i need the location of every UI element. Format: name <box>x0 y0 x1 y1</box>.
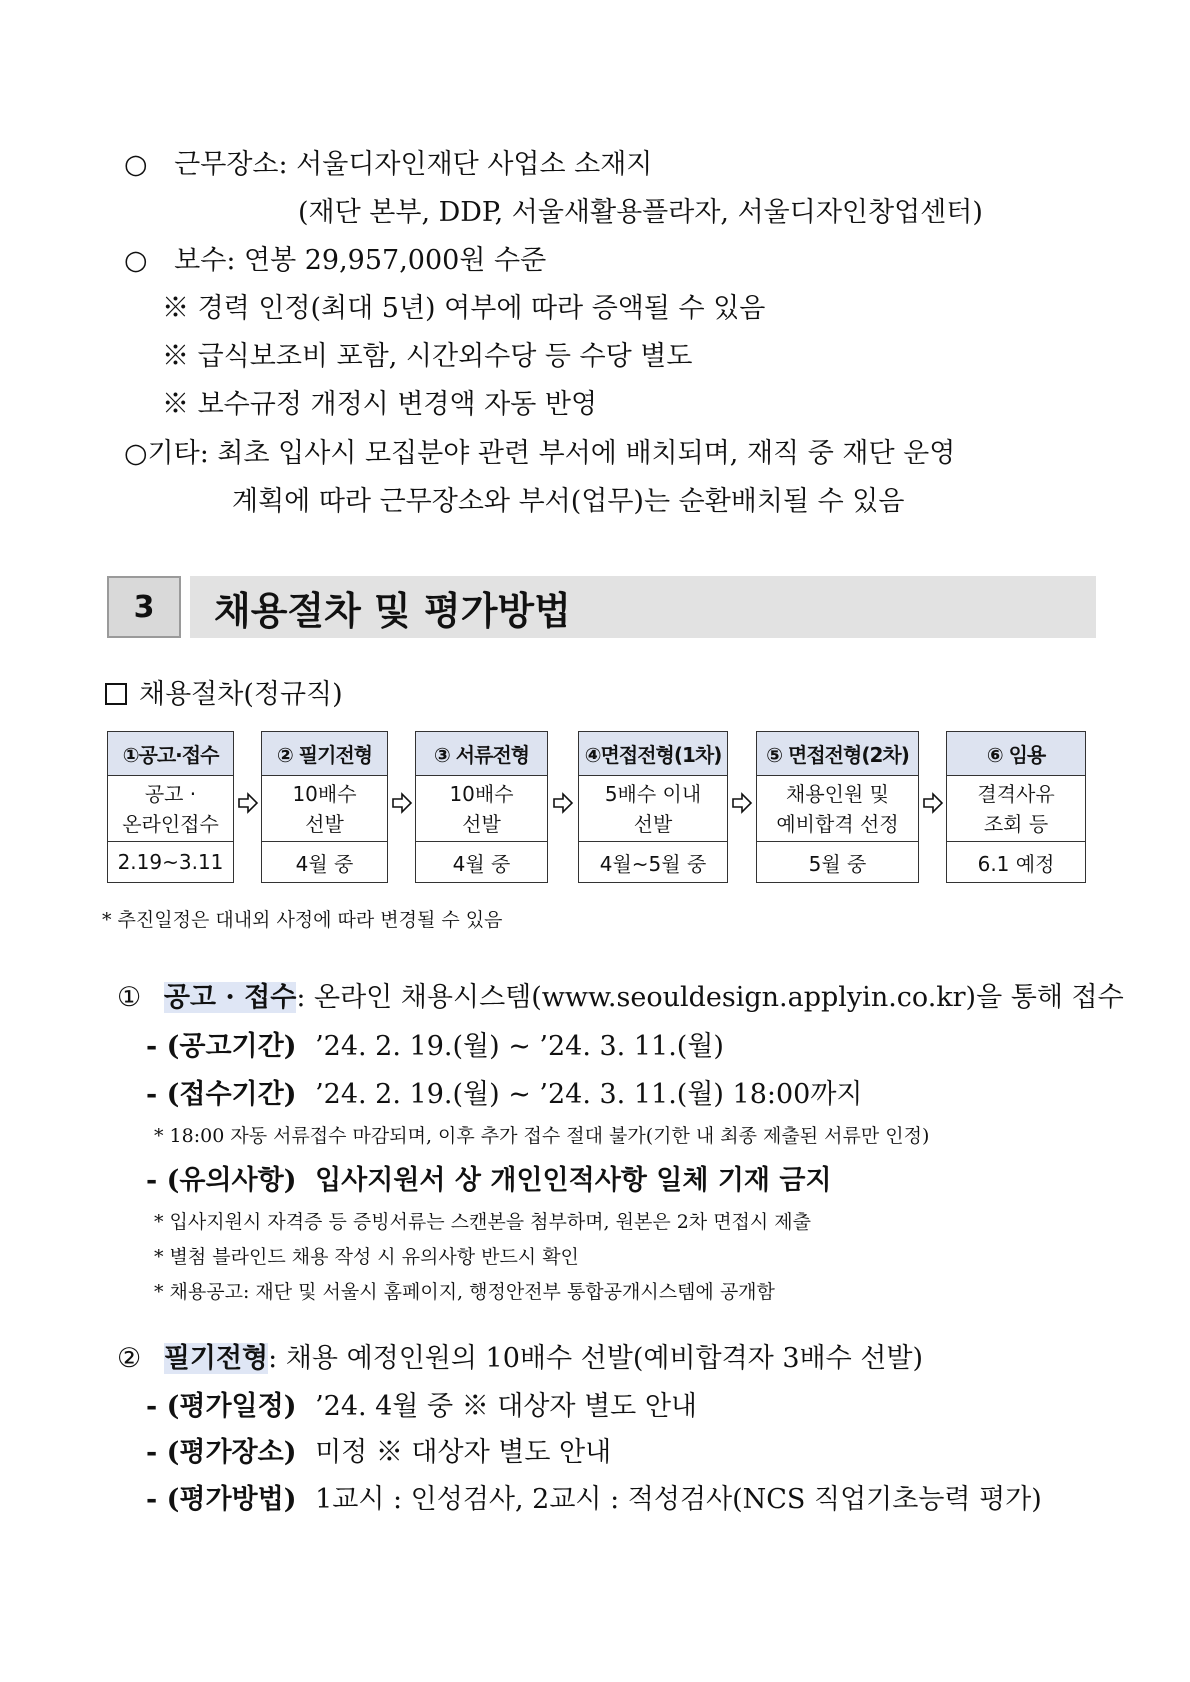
arrow-right-icon <box>391 792 413 814</box>
caution-label: - (유의사항) <box>146 1165 297 1196</box>
etc-line-2: 계획에 따라 근무장소와 부서(업무)는 순환배치될 수 있음 <box>232 486 905 517</box>
item1-heading <box>117 975 1124 1014</box>
step-header: ④면접전형(1차) <box>579 732 727 776</box>
pay-line <box>124 238 546 277</box>
etc-line-1: ○기타: 최초 입사시 모집분야 관련 부서에 배치되며, 재직 중 재단 운영 <box>124 438 956 469</box>
item1-receipt <box>146 1072 863 1111</box>
arrow-right-icon <box>731 792 753 814</box>
pay-note-career: ※ 경력 인정(최대 5년) 여부에 따라 증액될 수 있음 <box>162 293 766 324</box>
procedure-footnote: * 추진일정은 대내외 사정에 따라 변경될 수 있음 <box>102 909 503 931</box>
item2-number: ② <box>117 1343 142 1374</box>
process-step-6 <box>946 731 1086 883</box>
step-date: 4월 중 <box>295 851 354 876</box>
step-body-line2: 온라인접수 <box>122 811 219 836</box>
item1-title: 공고 · 접수 <box>163 982 297 1013</box>
work-location-text: 근무장소: 서울디자인재단 사업소 소재지 <box>174 149 653 180</box>
checkbox-icon <box>105 683 127 705</box>
pay-note-meal: ※ 급식보조비 포함, 시간외수당 등 수당 별도 <box>162 341 693 372</box>
procedure-heading-text: 채용절차(정규직) <box>139 679 343 710</box>
step-body-line2: 선발 <box>633 811 673 836</box>
step-header: ①공고·접수 <box>108 732 233 776</box>
eval-place-value: 미정 ※ 대상자 별도 안내 <box>315 1437 612 1468</box>
caution-value: 입사지원서 상 개인인적사항 일체 기재 금지 <box>315 1165 832 1196</box>
item1-number: ① <box>117 982 142 1013</box>
bullet: ○ <box>124 149 148 180</box>
item2-desc: : 채용 예정인원의 10배수 선발(예비합격자 3배수 선발) <box>268 1343 923 1374</box>
pay-note-revision: ※ 보수규정 개정시 변경액 자동 반영 <box>162 389 598 420</box>
receipt-label: - (접수기간) <box>146 1079 297 1110</box>
item2-title: 필기전형 <box>163 1343 269 1374</box>
item2-method <box>146 1477 1042 1516</box>
bullet: ○ <box>124 245 148 276</box>
eval-date-label: - (평가일정) <box>146 1391 297 1422</box>
step-date: 4월~5월 중 <box>599 851 707 876</box>
item2-date <box>146 1384 697 1423</box>
work-location-line <box>124 142 652 181</box>
step-body-line2: 조회 등 <box>983 811 1049 836</box>
caution-note-2: * 별첨 블라인드 채용 작성 시 유의사항 반드시 확인 <box>154 1246 579 1268</box>
eval-place-label: - (평가장소) <box>146 1437 297 1468</box>
receipt-value: ’24. 2. 19.(월) ~ ’24. 3. 11.(월) 18:00까지 <box>315 1079 863 1110</box>
procedure-heading <box>105 672 343 711</box>
process-step-2 <box>261 731 388 883</box>
section-number: 3 <box>107 576 181 638</box>
eval-method-label: - (평가방법) <box>146 1484 297 1515</box>
step-header: ② 필기전형 <box>262 732 387 776</box>
item2-place <box>146 1430 611 1469</box>
step-body-line2: 예비합격 선정 <box>776 811 899 836</box>
arrow-right-icon <box>922 792 944 814</box>
work-location-detail: (재단 본부, DDP, 서울새활용플라자, 서울디자인창업센터) <box>298 197 983 228</box>
arrow-right-icon <box>552 792 574 814</box>
step-date: 4월 중 <box>452 851 511 876</box>
step-date: 6.1 예정 <box>977 851 1055 876</box>
caution-note-1: * 입사지원시 자격증 등 증빙서류는 스캔본을 첨부하며, 원본은 2차 면접시 제출 <box>154 1211 811 1233</box>
eval-method-value: 1교시 : 인성검사, 2교시 : 적성검사(NCS 직업기초능력 평가) <box>315 1484 1042 1515</box>
receipt-note: * 18:00 자동 서류접수 마감되며, 이후 추가 접수 절대 불가(기한 내 최종 제출된 서류만 인정) <box>154 1125 930 1147</box>
item1-period <box>146 1024 724 1063</box>
step-body-line1: 5배수 이내 <box>604 781 702 806</box>
section-title-text: 채용절차 및 평가방법 <box>214 588 571 633</box>
period-value: ’24. 2. 19.(월) ~ ’24. 3. 11.(월) <box>315 1031 724 1062</box>
step-header: ③ 서류전형 <box>416 732 547 776</box>
arrow-right-icon <box>237 792 259 814</box>
period-label: - (공고기간) <box>146 1031 297 1062</box>
process-step-5 <box>756 731 919 883</box>
step-date: 2.19~3.11 <box>117 850 224 874</box>
step-body-line2: 선발 <box>305 811 344 836</box>
item1-caution <box>146 1158 832 1197</box>
step-header: ⑥ 임용 <box>947 732 1085 776</box>
process-step-4 <box>578 731 728 883</box>
step-body-line1: 공고 · <box>144 781 197 806</box>
caution-note-3: * 채용공고: 재단 및 서울시 홈페이지, 행정안전부 통합공개시스템에 공개함 <box>154 1281 775 1303</box>
step-header: ⑤ 면접전형(2차) <box>757 732 918 776</box>
step-date: 5월 중 <box>808 851 867 876</box>
step-body-line1: 10배수 <box>449 781 514 806</box>
step-body-line2: 선발 <box>462 811 501 836</box>
process-step-3 <box>415 731 548 883</box>
pay-text: 보수: 연봉 29,957,000원 수준 <box>174 245 547 276</box>
process-step-1 <box>107 731 234 883</box>
section-title <box>190 576 1096 638</box>
eval-date-value: ’24. 4월 중 ※ 대상자 별도 안내 <box>315 1391 698 1422</box>
step-body-line1: 채용인원 및 <box>786 781 889 806</box>
item2-heading <box>117 1336 923 1375</box>
item1-desc: : 온라인 채용시스템(www.seouldesign.applyin.co.kr)을 통해 접수 <box>296 982 1124 1013</box>
step-body-line1: 결격사유 <box>977 781 1055 806</box>
step-body-line1: 10배수 <box>292 781 357 806</box>
